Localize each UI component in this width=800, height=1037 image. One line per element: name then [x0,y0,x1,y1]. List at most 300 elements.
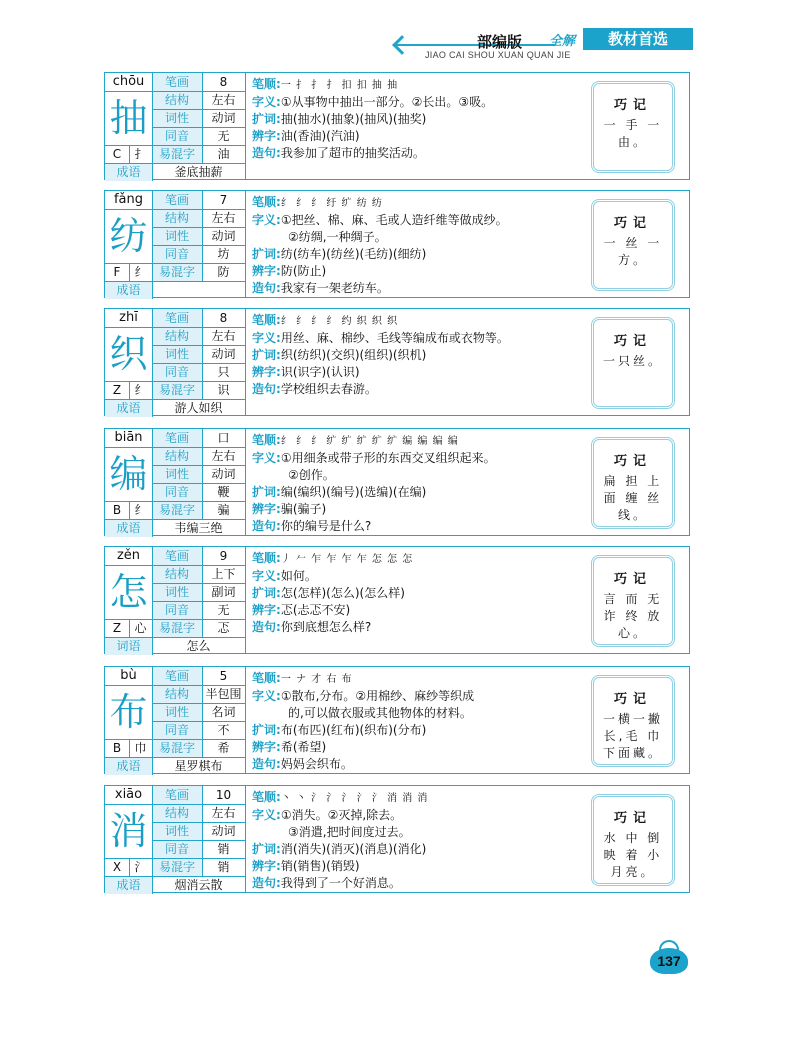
index-letter: B [112,741,122,755]
meaning-text: ①消失。②灭掉,除去。 [280,808,403,822]
word-expansion-label: 扩词: [252,247,281,261]
meaning-line [252,94,592,111]
stroke-order-label: 笔顺: [252,433,281,447]
detail-lines [252,670,592,773]
memory-tip-line: 水 中 倒 [603,831,663,845]
pinyin: zěn [116,548,141,563]
grid-line [152,786,153,894]
memory-tip-title: 巧记 [613,216,652,231]
distinguish-text: 油(香油)(汽油) [280,129,360,143]
confusable-char-label: 易混字 [152,263,202,281]
idiom-value: 釜底抽薪 [174,165,223,179]
detail-lines [252,194,592,297]
meaning-line [252,807,592,824]
index-letter: X [112,860,122,874]
confusable-char-label: 易混字 [152,145,202,163]
grid-line [105,209,152,210]
grid-line [152,501,245,502]
grid-line [105,399,152,400]
word-expansion-label: 扩词: [252,842,281,856]
grid-line [129,619,130,637]
homophone-label: 同音 [152,363,202,381]
card-info-grid [105,191,245,297]
part-of-speech-label: 词性 [152,822,202,840]
word-expansion-text: 怎(怎样)(怎么)(怎么样) [280,586,405,600]
word-expansion-label: 扩词: [252,723,281,737]
homophone-value: 鞭 [217,485,230,499]
radical: 巾 [134,741,147,755]
confusable-char-value: 油 [217,147,230,161]
grid-line [202,309,203,399]
idiom-label: 成语 [105,876,152,894]
idiom-label: 成语 [105,757,152,775]
card-info-grid [105,73,245,179]
memory-tip-line: 面 缠 丝 [603,491,663,505]
word-expansion-text: 纺(纺车)(纺丝)(毛纺)(细纺) [280,247,427,261]
meaning-label: 字义: [252,451,281,465]
memory-tip-title: 巧记 [613,692,652,707]
brand-banner: 教材首选 [583,28,693,50]
example-sentence-line [252,280,592,297]
memory-tip-box [591,81,675,173]
stroke-count-label: 笔画 [152,73,202,91]
structure-value: 左右 [211,211,236,225]
homophone-label: 同音 [152,245,202,263]
confusable-char-value: 销 [217,860,230,874]
distinguish-text: 防(防止) [280,264,327,278]
stroke-order-line [252,194,592,212]
main-character: 抽 [109,96,148,140]
distinguish-text: 忑(忐忑不安) [280,603,351,617]
memory-tip-line: 由。 [617,135,648,149]
part-of-speech-label: 词性 [152,345,202,363]
example-sentence-label: 造句: [252,382,281,396]
distinguish-text: 希(希望) [280,740,327,754]
example-sentence-text: 我家有一架老纺车。 [280,281,389,295]
index-letter: Z [112,383,122,397]
page-header [395,28,695,64]
memory-tip-body [594,117,672,151]
stroke-count-value: 10 [215,788,232,802]
card-details [245,309,689,415]
distinguish-label: 辨字: [252,859,281,873]
stroke-count-label: 笔画 [152,191,202,209]
memory-tip-box [591,199,675,291]
confusable-char-value: 骗 [217,503,230,517]
part-of-speech-value: 副词 [211,585,236,599]
card-info-grid [105,667,245,773]
meaning-label: 字义: [252,569,281,583]
meaning-line [252,568,592,585]
example-sentence-text: 妈妈会织布。 [280,757,353,771]
idiom-value: 怎么 [186,639,211,653]
grid-line [202,191,203,281]
stroke-count-label: 笔画 [152,786,202,804]
grid-line [152,804,245,805]
example-sentence-text: 我参加了超市的抽奖活动。 [280,146,425,160]
distinguish-text: 销(销售)(销毁) [280,859,360,873]
word-expansion-label: 扩词: [252,485,281,499]
homophone-value: 无 [217,129,230,143]
header-rule [395,44,555,46]
part-of-speech-label: 词性 [152,465,202,483]
grid-line [202,547,203,637]
card-details [245,73,689,179]
memory-tip-title: 巧记 [613,334,652,349]
homophone-value: 坊 [217,247,230,261]
meaning-text: ①用细条或带子形的东西交叉组织起来。 [280,451,496,465]
character-card [104,428,690,536]
grid-line [152,447,245,448]
meaning-text: ③消遣,把时间度过去。 [288,825,411,839]
example-sentence-text: 你到底想怎么样? [280,620,372,634]
part-of-speech-value: 动词 [211,229,236,243]
part-of-speech-value: 动词 [211,111,236,125]
grid-line [152,381,245,382]
structure-label: 结构 [152,327,202,345]
meaning-label: 字义: [252,213,281,227]
meaning-text: 如何。 [280,569,317,583]
grid-line [105,757,152,758]
grid-line [152,547,153,655]
grid-line [152,619,245,620]
memory-tip-line: 心。 [617,626,648,640]
example-sentence-text: 我得到了一个好消息。 [280,876,401,890]
structure-value: 半包围 [205,687,242,701]
grid-line [105,327,152,328]
index-letter: Z [112,621,122,635]
example-sentence-label: 造句: [252,876,281,890]
grid-line [105,565,152,566]
grid-line [202,786,203,876]
structure-label: 结构 [152,565,202,583]
distinguish-line [252,364,592,381]
confusable-char-label: 易混字 [152,739,202,757]
pinyin: bù [120,668,137,683]
grid-line [152,757,245,758]
edition-label: 部编版 [477,33,523,51]
grid-line [129,145,130,163]
part-of-speech-value: 名词 [211,705,236,719]
grid-line [152,127,245,128]
grid-line [152,109,245,110]
confusable-char-value: 忑 [217,621,230,635]
grid-line [152,483,245,484]
distinguish-label: 辨字: [252,603,281,617]
stroke-order-line [252,550,592,568]
meaning-line [252,229,592,246]
stroke-order-label: 笔顺: [252,195,281,209]
meaning-line [252,212,592,229]
example-sentence-label: 造句: [252,146,281,160]
grid-line [152,703,245,704]
memory-tip-body [594,473,672,524]
distinguish-label: 辨字: [252,502,281,516]
stroke-order-text: 一 扌 扌 扌 扣 扣 抽 抽 [280,80,399,91]
grid-line [105,447,152,448]
pinyin: chōu [112,74,145,89]
stroke-order-text: 纟 纟 纟 纩 纩 纩 纩 纩 编 编 编 编 [280,436,459,447]
stroke-order-label: 笔顺: [252,313,281,327]
distinguish-line [252,501,592,518]
meaning-text: ①把丝、棉、麻、毛或人造纤维等做成纱。 [280,213,508,227]
memory-tip-line: 线。 [617,508,648,522]
stroke-order-line [252,76,592,94]
pinyin: fǎng [113,192,144,207]
stroke-order-text: 纟 纟 纟 纟 约 织 织 织 [280,316,399,327]
idiom-value: 韦编三绝 [174,521,223,535]
meaning-line [252,330,592,347]
structure-value: 左右 [211,329,236,343]
grid-line [152,327,245,328]
idiom-value: 烟消云散 [174,878,223,892]
memory-tip-title: 巧记 [613,98,652,113]
memory-tip-line: 方。 [617,253,648,267]
card-details [245,786,689,892]
stroke-order-text: 丿 𠂉 乍 乍 乍 乍 怎 怎 怎 [280,554,414,565]
grid-line [152,465,245,466]
homophone-label: 同音 [152,840,202,858]
word-expansion-label: 扩词: [252,348,281,362]
main-character: 怎 [109,570,148,614]
structure-label: 结构 [152,209,202,227]
radical: 扌 [134,147,147,161]
idiom-label: 成语 [105,281,152,299]
example-sentence-line [252,518,592,535]
stroke-count-label: 笔画 [152,429,202,447]
word-expansion-line [252,841,592,858]
grid-line [152,519,245,520]
radical: 心 [134,621,147,635]
grid-line [105,281,152,282]
confusable-char-label: 易混字 [152,619,202,637]
main-character: 布 [109,690,148,734]
page-number: 137 [650,948,688,974]
grid-line [152,429,153,537]
memory-tip-title: 巧记 [613,811,652,826]
memory-tip-line: 一 手 一 [603,118,663,132]
structure-label: 结构 [152,804,202,822]
grid-line [105,804,152,805]
radical: 纟 [134,383,147,397]
distinguish-label: 辨字: [252,365,281,379]
memory-tip-box [591,675,675,767]
pinyin: biān [114,430,143,445]
grid-line [129,381,130,399]
homophone-label: 同音 [152,483,202,501]
character-card [104,666,690,774]
distinguish-label: 辨字: [252,264,281,278]
distinguish-label: 辨字: [252,129,281,143]
grid-line [202,73,203,163]
idiom-value: 星罗棋布 [174,759,223,773]
example-sentence-label: 造句: [252,757,281,771]
card-info-grid [105,547,245,653]
character-card [104,72,690,180]
card-info-grid [105,429,245,535]
grid-line [152,399,245,400]
stroke-count-label: 笔画 [152,547,202,565]
memory-tip-title: 巧记 [613,454,652,469]
part-of-speech-label: 词性 [152,109,202,127]
memory-tip-line: 一横一撇 [602,712,663,726]
confusable-char-label: 易混字 [152,501,202,519]
stroke-order-line [252,670,592,688]
distinguish-text: 识(识字)(认识) [280,365,360,379]
example-sentence-line [252,619,592,636]
memory-tip-line: 一只丝。 [602,354,663,368]
distinguish-line [252,263,592,280]
grid-line [152,858,245,859]
meaning-line [252,450,592,467]
idiom-label: 词语 [105,637,152,655]
main-character: 织 [109,332,148,376]
meaning-text: ②纺绸,一种绸子。 [288,230,387,244]
grid-line [152,685,245,686]
word-expansion-text: 消(消失)(消灭)(消息)(消化) [280,842,427,856]
detail-lines [252,76,592,162]
word-expansion-line [252,585,592,602]
grid-line [105,876,152,877]
grid-line [152,739,245,740]
meaning-text: ②创作。 [288,468,335,482]
grid-line [152,309,153,417]
memory-tip-body [594,353,672,370]
grid-line [105,91,152,92]
homophone-label: 同音 [152,601,202,619]
grid-line [105,519,152,520]
memory-tip-line: 一 丝 一 [603,236,663,250]
word-expansion-line [252,111,592,128]
distinguish-line [252,602,592,619]
grid-line [152,822,245,823]
brand-logo: 全解 [549,34,576,49]
homophone-value: 销 [217,842,230,856]
word-expansion-line [252,484,592,501]
memory-tip-title: 巧记 [613,572,652,587]
word-expansion-label: 扩词: [252,112,281,126]
grid-line [129,739,130,757]
homophone-value: 无 [217,603,230,617]
index-letter: C [112,147,122,161]
memory-tip-body [594,235,672,269]
confusable-char-label: 易混字 [152,858,202,876]
card-info-grid [105,786,245,892]
part-of-speech-label: 词性 [152,703,202,721]
memory-tip-box [591,555,675,647]
memory-tip-line: 月亮。 [610,865,656,879]
idiom-label: 成语 [105,163,152,181]
stroke-order-label: 笔顺: [252,551,281,565]
main-character: 编 [109,452,148,496]
radical: 纟 [134,265,147,279]
grid-line [152,637,245,638]
word-expansion-text: 抽(抽水)(抽象)(抽风)(抽奖) [280,112,427,126]
card-details [245,191,689,297]
grid-line [152,145,245,146]
part-of-speech-value: 动词 [211,467,236,481]
stroke-order-line [252,432,592,450]
index-letter: B [112,503,122,517]
word-expansion-text: 布(布匹)(红布)(织布)(分布) [280,723,427,737]
stroke-count-value: 8 [219,75,228,89]
word-expansion-line [252,722,592,739]
grid-line [129,858,130,876]
grid-line [202,667,203,757]
memory-tip-body [594,711,672,762]
memory-tip-body [594,830,672,881]
meaning-line [252,688,592,705]
stroke-count-label: 笔画 [152,309,202,327]
grid-line [152,345,245,346]
idiom-label: 成语 [105,399,152,417]
detail-lines [252,312,592,398]
distinguish-text: 骗(骗子) [280,502,327,516]
card-details [245,429,689,535]
structure-value: 上下 [211,567,236,581]
homophone-value: 不 [217,723,230,737]
meaning-label: 字义: [252,808,281,822]
example-sentence-label: 造句: [252,620,281,634]
grid-line [152,721,245,722]
character-card [104,546,690,654]
word-expansion-text: 织(纺织)(交织)(组织)(织机) [280,348,427,362]
main-character: 纺 [109,214,148,258]
index-letter: F [113,265,121,279]
idiom-value [152,281,245,299]
homophone-value: 只 [217,365,230,379]
meaning-label: 字义: [252,689,281,703]
stroke-count-value: 8 [219,311,228,325]
memory-tip-line: 映 着 小 [603,848,663,862]
distinguish-label: 辨字: [252,740,281,754]
grid-line [152,227,245,228]
homophone-label: 同音 [152,721,202,739]
stroke-order-line [252,789,592,807]
example-sentence-text: 你的编号是什么? [280,519,372,533]
card-details [245,547,689,653]
confusable-char-label: 易混字 [152,381,202,399]
memory-tip-box [591,794,675,886]
meaning-label: 字义: [252,95,281,109]
structure-label: 结构 [152,447,202,465]
stroke-count-value: 口 [217,431,230,445]
grid-line [129,263,130,281]
detail-lines [252,789,592,892]
grid-line [152,601,245,602]
header-arrow-icon [392,35,412,55]
grid-line [152,91,245,92]
grid-line [152,565,245,566]
card-details [245,667,689,773]
detail-lines [252,432,592,535]
word-expansion-line [252,347,592,364]
example-sentence-text: 学校组织去春游。 [280,382,377,396]
distinguish-line [252,739,592,756]
memory-tip-line: 扁 担 上 [603,474,663,488]
grid-line [152,163,245,164]
grid-line [202,429,203,519]
stroke-order-label: 笔顺: [252,790,281,804]
example-sentence-line [252,145,592,162]
grid-line [152,281,245,282]
grid-line [152,191,153,299]
meaning-text: ①从事物中抽出一部分。②长出。③吸。 [280,95,494,109]
stroke-count-label: 笔画 [152,667,202,685]
grid-line [152,876,245,877]
homophone-label: 同音 [152,127,202,145]
detail-lines [252,550,592,636]
